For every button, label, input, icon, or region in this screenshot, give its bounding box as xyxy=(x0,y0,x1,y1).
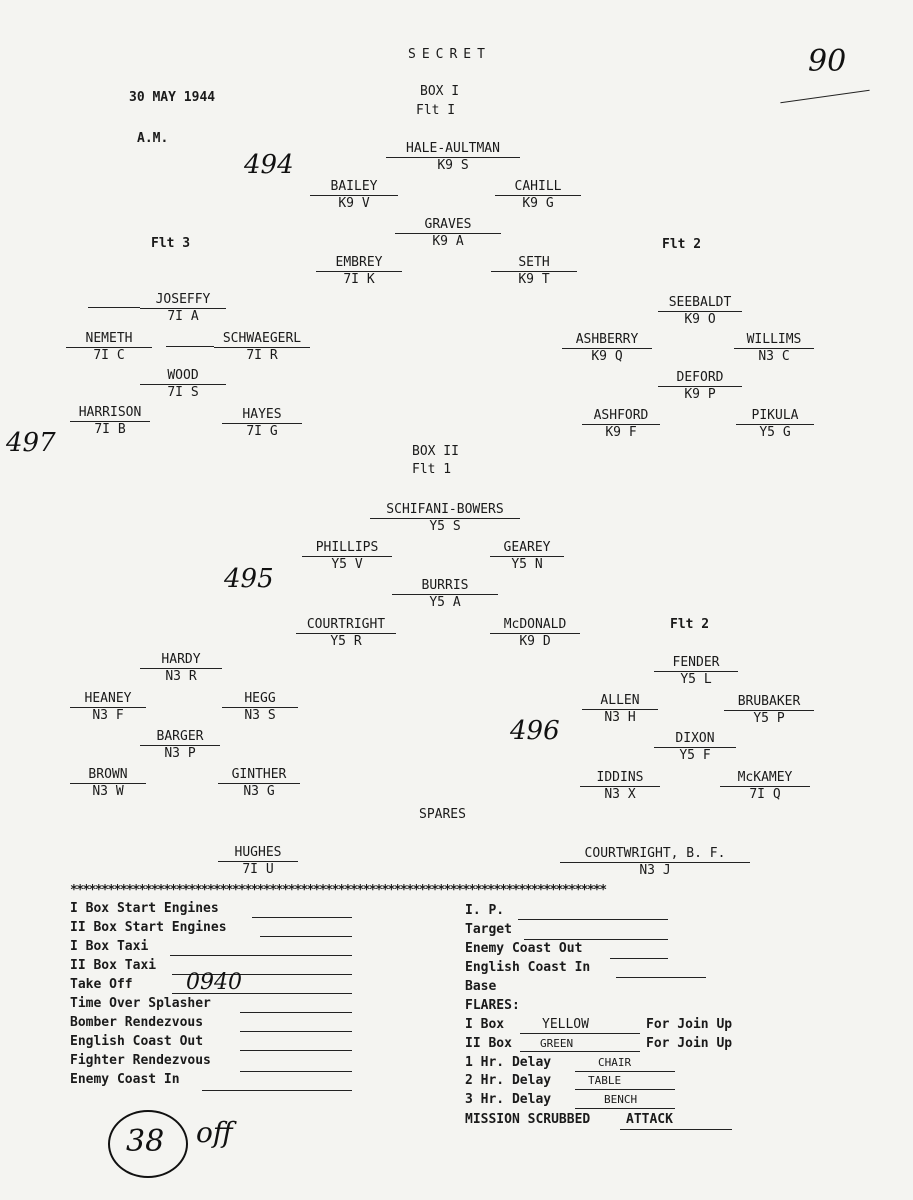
schedule-label: Base xyxy=(465,979,497,994)
mission-date: 30 MAY 1944 xyxy=(129,90,216,105)
page-number: 90 xyxy=(808,44,847,79)
pilot-name: IDDINS xyxy=(580,770,660,787)
box1-position xyxy=(222,407,302,440)
box1-position xyxy=(316,255,402,288)
aircraft-code: N3 X xyxy=(604,787,636,802)
mission-period: A.M. xyxy=(137,131,169,146)
aircraft-code: N3 G xyxy=(243,784,275,799)
schedule-blank xyxy=(524,939,668,940)
flare-box: II Box xyxy=(465,1036,512,1051)
schedule-label: Fighter Rendezvous xyxy=(70,1053,211,1068)
flare-purpose: For Join Up xyxy=(646,1017,733,1032)
box2-position xyxy=(582,693,658,726)
aircraft-code: 7I C xyxy=(93,348,125,363)
box1-group-number: 494 xyxy=(244,150,294,180)
pilot-name: HUGHES xyxy=(218,845,298,862)
aircraft-code: K9 P xyxy=(684,387,716,402)
box1-title: BOX I xyxy=(420,84,460,99)
pilot-name: SETH xyxy=(491,255,577,272)
pilot-name: BRUBAKER xyxy=(724,694,814,711)
formation-rule xyxy=(88,307,140,308)
schedule-label: Enemy Coast Out xyxy=(465,941,583,956)
schedule-blank xyxy=(252,917,352,918)
pilot-name: HARDY xyxy=(140,652,222,669)
box2-flt2-group-number: 496 xyxy=(510,716,560,746)
aircraft-code: N3 R xyxy=(165,669,197,684)
mission-blank xyxy=(620,1129,732,1130)
pilot-name: COURTRIGHT xyxy=(296,617,396,634)
aircraft-code: Y5 A xyxy=(429,595,461,610)
box2-position xyxy=(296,617,396,650)
box1-lead-flight: Flt I xyxy=(416,103,456,118)
pilot-name: GRAVES xyxy=(395,217,501,234)
pilot-name: EMBREY xyxy=(316,255,402,272)
box2-position xyxy=(392,578,498,611)
box1-position xyxy=(582,408,660,441)
pilot-name: SCHIFANI-BOWERS xyxy=(370,502,520,519)
aircraft-code: 7I G xyxy=(246,424,278,439)
flare-blank xyxy=(520,1051,640,1052)
delay-label: 1 Hr. Delay xyxy=(465,1055,552,1070)
aircraft-code: Y5 S xyxy=(429,519,461,534)
schedule-label: Time Over Splasher xyxy=(70,996,211,1011)
pilot-name: ALLEN xyxy=(582,693,658,710)
pilot-name: GINTHER xyxy=(218,767,300,784)
aircraft-code: Y5 P xyxy=(753,711,785,726)
pilot-name: SCHWAEGERL xyxy=(214,331,310,348)
pilot-name: McDONALD xyxy=(490,617,580,634)
aircraft-code: N3 S xyxy=(244,708,276,723)
flare-color: GREEN xyxy=(540,1037,574,1050)
box2-position xyxy=(370,502,520,535)
pilot-name: GEAREY xyxy=(490,540,564,557)
schedule-label: I Box Start Engines xyxy=(70,901,219,916)
schedule-label: I. P. xyxy=(465,903,505,918)
formation-rule xyxy=(166,346,214,347)
box2-title: BOX II xyxy=(412,444,459,459)
pilot-name: HAYES xyxy=(222,407,302,424)
pilot-name: BROWN xyxy=(70,767,146,784)
pilot-name: SEEBALDT xyxy=(658,295,742,312)
pilot-name: CAHILL xyxy=(495,179,581,196)
schedule-blank xyxy=(518,919,668,920)
schedule-blank xyxy=(240,1071,352,1072)
pilot-name: DEFORD xyxy=(658,370,742,387)
mission-scrubbed-label: MISSION SCRUBBED xyxy=(465,1112,591,1127)
box1-position xyxy=(70,405,150,438)
pilot-name: PHILLIPS xyxy=(302,540,392,557)
aircraft-code: N3 H xyxy=(604,710,636,725)
aircraft-code: K9 D xyxy=(519,634,551,649)
schedule-blank xyxy=(170,955,352,956)
separator-line: ************************************************************************************** xyxy=(70,883,606,898)
aircraft-code: Y5 G xyxy=(759,425,791,440)
pilot-name: DIXON xyxy=(654,731,736,748)
aircraft-count-note: off xyxy=(196,1116,233,1149)
delay-codeword: TABLE xyxy=(588,1074,622,1087)
aircraft-code: K9 F xyxy=(605,425,637,440)
box2-position xyxy=(654,655,738,688)
box2-lead-flight: Flt 1 xyxy=(412,462,452,477)
pilot-name: HEGG xyxy=(222,691,298,708)
box2-position xyxy=(490,540,564,573)
delay-blank xyxy=(575,1108,675,1109)
pilot-name: HEANEY xyxy=(70,691,146,708)
schedule-blank xyxy=(240,1012,352,1013)
mission-scrubbed-value: ATTACK xyxy=(626,1112,673,1127)
pilot-name: WILLIMS xyxy=(734,332,814,349)
delay-label: 2 Hr. Delay xyxy=(465,1073,552,1088)
schedule-label: II Box Start Engines xyxy=(70,920,227,935)
box2-position xyxy=(654,731,736,764)
box1-position xyxy=(140,292,226,325)
box2-position xyxy=(580,770,660,803)
flare-purpose: For Join Up xyxy=(646,1036,733,1051)
aircraft-code: K9 O xyxy=(684,312,716,327)
box1-position xyxy=(310,179,398,212)
schedule-blank xyxy=(260,936,352,937)
pilot-name: BAILEY xyxy=(310,179,398,196)
box2-position xyxy=(302,540,392,573)
aircraft-code: N3 J xyxy=(639,863,671,878)
schedule-label: English Coast Out xyxy=(70,1034,204,1049)
pilot-name: COURTWRIGHT, B. F. xyxy=(560,846,750,863)
schedule-blank xyxy=(610,958,668,959)
box2-position xyxy=(222,691,298,724)
aircraft-code: Y5 N xyxy=(511,557,543,572)
aircraft-code: 7I K xyxy=(343,272,375,287)
box2-flt2-label: Flt 2 xyxy=(670,617,710,632)
flare-blank xyxy=(520,1033,640,1034)
delay-blank xyxy=(575,1089,675,1090)
box1-flt3-label: Flt 3 xyxy=(151,236,191,251)
aircraft-code: Y5 R xyxy=(330,634,362,649)
aircraft-code: 7I B xyxy=(94,422,126,437)
delay-codeword: BENCH xyxy=(604,1093,638,1106)
pilot-name: HARRISON xyxy=(70,405,150,422)
box2-position xyxy=(724,694,814,727)
aircraft-code: K9 A xyxy=(432,234,464,249)
box2-position xyxy=(218,767,300,800)
aircraft-code: 7I R xyxy=(246,348,278,363)
box2-position xyxy=(140,729,220,762)
pilot-name: BARGER xyxy=(140,729,220,746)
spares-title: SPARES xyxy=(419,807,466,822)
flares-label: FLARES: xyxy=(465,998,520,1013)
schedule-blank xyxy=(202,1090,352,1091)
pilot-name: ASHFORD xyxy=(582,408,660,425)
schedule-blank xyxy=(240,1031,352,1032)
classification: SECRET xyxy=(408,47,491,62)
box1-position xyxy=(214,331,310,364)
pilot-name: WOOD xyxy=(140,368,226,385)
pilot-name: McKAMEY xyxy=(720,770,810,787)
aircraft-count: 38 xyxy=(126,1124,165,1159)
delay-blank xyxy=(575,1071,675,1072)
box1-position xyxy=(66,331,152,364)
aircraft-code: K9 T xyxy=(518,272,550,287)
pilot-name: HALE-AULTMAN xyxy=(386,141,520,158)
schedule-label: English Coast In xyxy=(465,960,591,975)
delay-label: 3 Hr. Delay xyxy=(465,1092,552,1107)
box1-flt3-group-number: 497 xyxy=(6,428,56,458)
box1-position xyxy=(734,332,814,365)
pilot-name: NEMETH xyxy=(66,331,152,348)
pilot-name: JOSEFFY xyxy=(140,292,226,309)
box1-position xyxy=(386,141,520,174)
box1-flt2-label: Flt 2 xyxy=(662,237,702,252)
box2-position xyxy=(70,691,146,724)
box1-position xyxy=(395,217,501,250)
aircraft-code: 7I Q xyxy=(749,787,781,802)
aircraft-code: Y5 V xyxy=(331,557,363,572)
box1-position xyxy=(491,255,577,288)
pilot-name: PIKULA xyxy=(736,408,814,425)
schedule-label: Target xyxy=(465,922,512,937)
aircraft-code: Y5 F xyxy=(679,748,711,763)
aircraft-code: 7I A xyxy=(167,309,199,324)
schedule-label: Take Off xyxy=(70,977,133,992)
aircraft-code: Y5 L xyxy=(680,672,712,687)
box2-position xyxy=(490,617,580,650)
pilot-name: BURRIS xyxy=(392,578,498,595)
aircraft-code: N3 W xyxy=(92,784,124,799)
flare-box: I Box xyxy=(465,1017,505,1032)
schedule-label: II Box Taxi xyxy=(70,958,157,973)
schedule-label: I Box Taxi xyxy=(70,939,149,954)
aircraft-code: 7I S xyxy=(167,385,199,400)
box1-position xyxy=(658,370,742,403)
spare-position xyxy=(560,846,750,879)
box1-position xyxy=(495,179,581,212)
aircraft-code: K9 S xyxy=(437,158,469,173)
aircraft-code: N3 P xyxy=(164,746,196,761)
schedule-blank xyxy=(172,993,352,994)
box1-position xyxy=(562,332,652,365)
box2-position xyxy=(720,770,810,803)
schedule-blank xyxy=(240,1050,352,1051)
takeoff-time: 0940 xyxy=(186,970,242,995)
delay-codeword: CHAIR xyxy=(598,1056,632,1069)
box2-group-number: 495 xyxy=(224,564,274,594)
page-number-underline xyxy=(780,90,869,104)
box2-position xyxy=(70,767,146,800)
aircraft-code: N3 C xyxy=(758,349,790,364)
pilot-name: FENDER xyxy=(654,655,738,672)
aircraft-code: K9 V xyxy=(338,196,370,211)
box1-position xyxy=(736,408,814,441)
box1-position xyxy=(658,295,742,328)
aircraft-code: N3 F xyxy=(92,708,124,723)
box1-position xyxy=(140,368,226,401)
schedule-label: Enemy Coast In xyxy=(70,1072,180,1087)
aircraft-code: K9 G xyxy=(522,196,554,211)
pilot-name: ASHBERRY xyxy=(562,332,652,349)
aircraft-code: K9 Q xyxy=(591,349,623,364)
schedule-label: Bomber Rendezvous xyxy=(70,1015,204,1030)
aircraft-code: 7I U xyxy=(242,862,274,877)
spare-position xyxy=(218,845,298,878)
flare-color: YELLOW xyxy=(542,1017,589,1032)
box2-position xyxy=(140,652,222,685)
schedule-blank xyxy=(616,977,706,978)
